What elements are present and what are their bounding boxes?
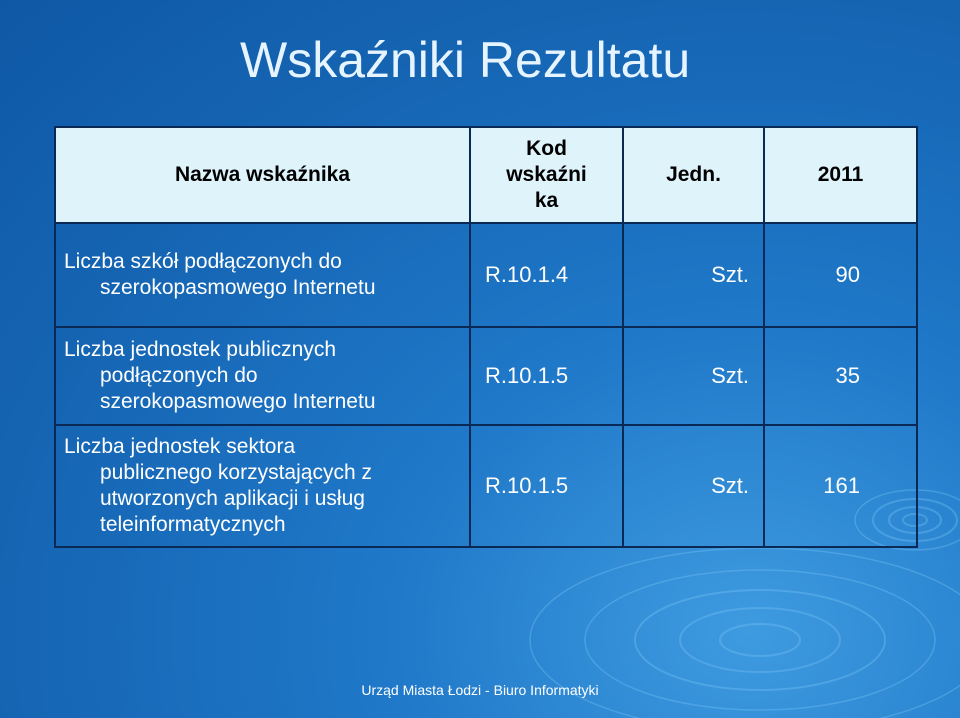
- row-name-line: szerokopasmowego Internetu: [100, 390, 376, 413]
- row-name-line: Liczba szkół podłączonych do: [64, 250, 342, 273]
- row-value: 90: [764, 223, 917, 327]
- row-value: 35: [764, 327, 917, 425]
- row-unit: Szt.: [623, 223, 764, 327]
- row-indicator-code: R.10.1.5: [470, 425, 623, 547]
- row-name-line: publicznego korzystających z: [100, 461, 372, 484]
- header-indicator-name: Nazwa wskaźnika: [55, 127, 470, 223]
- header-year: 2011: [764, 127, 917, 223]
- table-header-row: [55, 127, 917, 223]
- row-indicator-name: [55, 327, 470, 425]
- slide-footer: Urząd Miasta Łodzi - Biuro Informatyki: [361, 682, 599, 698]
- row-name-line: utworzonych aplikacji i usług: [100, 487, 365, 510]
- header-unit: Jedn.: [623, 127, 764, 223]
- row-name-line: Liczba jednostek publicznych: [64, 338, 336, 361]
- row-indicator-code: R.10.1.4: [470, 223, 623, 327]
- table-row: [55, 425, 917, 547]
- row-name-line: podłączonych do: [100, 364, 258, 387]
- row-name-line: szerokopasmowego Internetu: [100, 276, 376, 299]
- row-name-line: teleinformatycznych: [100, 513, 286, 536]
- row-indicator-code: R.10.1.5: [470, 327, 623, 425]
- table-row: [55, 223, 917, 327]
- table-row: [55, 327, 917, 425]
- slide-title: Wskaźniki Rezultatu: [240, 32, 691, 88]
- row-unit: Szt.: [623, 425, 764, 547]
- indicators-table: [54, 126, 918, 548]
- row-indicator-name: [55, 425, 470, 547]
- row-value: 161: [764, 425, 917, 547]
- row-indicator-name: [55, 223, 470, 327]
- header-indicator-code: [470, 127, 623, 223]
- row-name-line: Liczba jednostek sektora: [64, 435, 296, 458]
- row-unit: Szt.: [623, 327, 764, 425]
- header-indicator-code-label: Kod wskaźni ka: [506, 137, 587, 212]
